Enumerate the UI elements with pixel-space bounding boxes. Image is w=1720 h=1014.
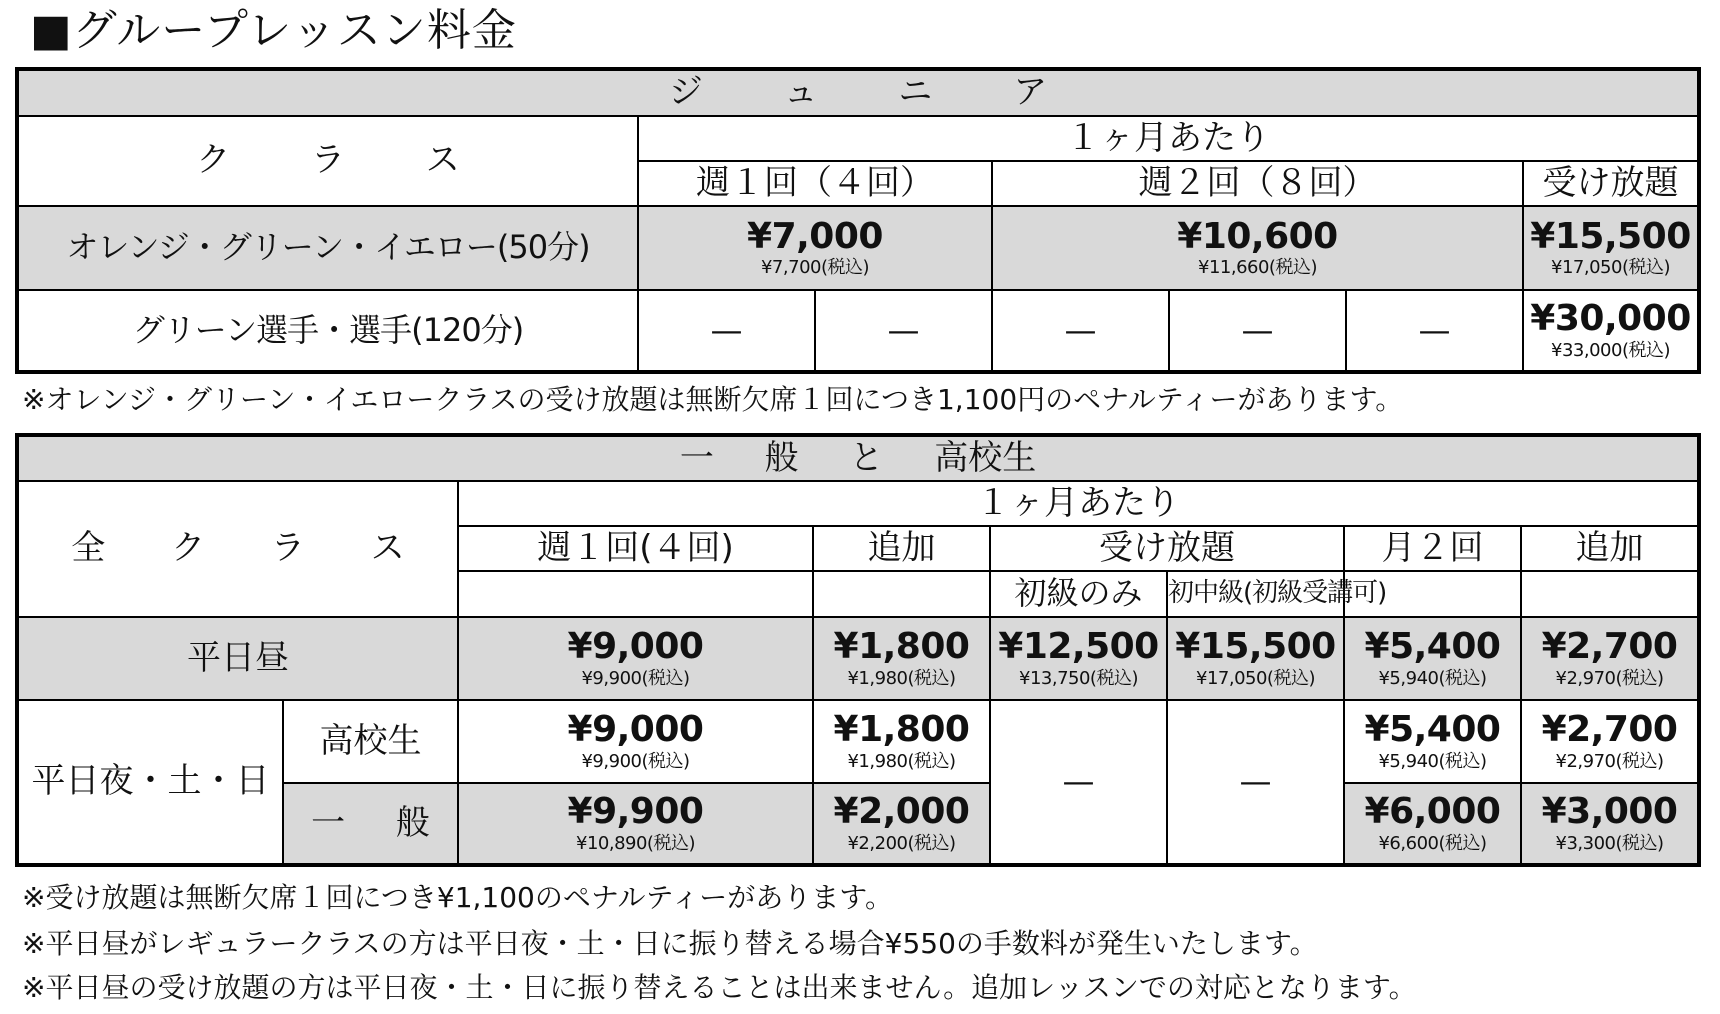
junior-price-table bbox=[15, 67, 1701, 374]
per-month-header: １ヶ月あたり bbox=[458, 481, 1699, 526]
price: ¥3,000 bbox=[1541, 791, 1678, 833]
beginner-only-subheader: 初級のみ bbox=[990, 571, 1167, 617]
empty-subheader bbox=[813, 571, 990, 617]
empty-subheader bbox=[1521, 571, 1699, 617]
price-cell bbox=[1521, 783, 1699, 865]
price: ¥9,900 bbox=[567, 791, 704, 833]
class-column-header: ク ラ ス bbox=[17, 116, 638, 206]
note-3: ※平日昼の受け放題の方は平日夜・土・日に振り替えることは出来ません。追加レッスンでの対応となります。 bbox=[22, 971, 1417, 1004]
tax-included-price: ¥1,980(税込) bbox=[847, 750, 956, 772]
not-available-dash: — bbox=[638, 290, 815, 372]
price: ¥2,700 bbox=[1541, 709, 1678, 751]
table-row bbox=[17, 290, 1699, 372]
not-available-dash: — bbox=[815, 290, 992, 372]
tax-included-price: ¥5,940(税込) bbox=[1378, 667, 1487, 689]
unlimited-header: 受け放題 bbox=[1523, 161, 1699, 206]
tax-included-price: ¥9,900(税込) bbox=[581, 667, 690, 689]
note-2: ※平日昼がレギュラークラスの方は平日夜・土・日に振り替える場合¥550の手数料が発生いたします。 bbox=[22, 927, 1318, 960]
row-label: 一 般 bbox=[283, 783, 458, 865]
price-cell bbox=[990, 617, 1167, 700]
tax-included-price: ¥1,980(税込) bbox=[847, 667, 956, 689]
tax-included-price: ¥17,050(税込) bbox=[1196, 667, 1315, 689]
general-price-table bbox=[15, 433, 1701, 867]
note-1: ※受け放題は無断欠席１回につき¥1,100のペナルティーがあります。 bbox=[22, 881, 893, 914]
row-label: 平日昼 bbox=[17, 617, 458, 700]
tax-included-price: ¥17,050(税込) bbox=[1551, 257, 1671, 279]
price-cell bbox=[1521, 617, 1699, 700]
price-cell bbox=[992, 206, 1523, 290]
tax-included-price: ¥3,300(税込) bbox=[1555, 832, 1664, 854]
price: ¥9,000 bbox=[567, 626, 704, 668]
price-cell bbox=[813, 700, 990, 783]
price-cell bbox=[1344, 783, 1521, 865]
tax-included-price: ¥2,200(税込) bbox=[847, 832, 956, 854]
price-cell bbox=[1523, 206, 1699, 290]
group-label: 平日夜・土・日 bbox=[17, 700, 283, 865]
price-cell bbox=[1523, 290, 1699, 372]
not-available-dash: — bbox=[990, 700, 1167, 865]
table-row bbox=[17, 700, 1699, 783]
price: ¥5,400 bbox=[1364, 709, 1501, 751]
tax-included-price: ¥2,970(税込) bbox=[1555, 750, 1664, 772]
row-label: オレンジ・グリーン・イエロー(50分) bbox=[17, 206, 638, 290]
all-class-column-header: 全 ク ラ ス bbox=[17, 481, 458, 617]
tax-included-price: ¥6,600(税込) bbox=[1378, 832, 1487, 854]
row-label: 高校生 bbox=[283, 700, 458, 783]
tax-included-price: ¥10,890(税込) bbox=[576, 832, 695, 854]
price: ¥30,000 bbox=[1530, 298, 1691, 340]
price-cell bbox=[1167, 617, 1344, 700]
price-cell bbox=[458, 617, 813, 700]
price: ¥12,500 bbox=[998, 626, 1159, 668]
additional-header: 追加 bbox=[813, 526, 990, 571]
price: ¥9,000 bbox=[567, 709, 704, 751]
not-available-dash: — bbox=[992, 290, 1169, 372]
tax-included-price: ¥13,750(税込) bbox=[1019, 667, 1138, 689]
weekly-once-header: 週１回(４回) bbox=[458, 526, 813, 571]
price: ¥15,500 bbox=[1530, 215, 1691, 257]
weekly-once-header: 週１回（４回） bbox=[638, 161, 992, 206]
price: ¥10,600 bbox=[1177, 215, 1338, 257]
price-cell bbox=[638, 206, 992, 290]
price-cell bbox=[458, 700, 813, 783]
not-available-dash: — bbox=[1169, 290, 1346, 372]
weekly-twice-header: 週２回（８回） bbox=[992, 161, 1523, 206]
general-section-header: 一 般 と 高校生 bbox=[17, 435, 1699, 481]
page-title: ■グループレッスン料金 bbox=[30, 5, 517, 56]
price-cell bbox=[458, 783, 813, 865]
tax-included-price: ¥33,000(税込) bbox=[1551, 339, 1671, 361]
price: ¥7,000 bbox=[747, 215, 883, 257]
junior-section-header: ジ ュ ニ ア bbox=[17, 69, 1699, 116]
price: ¥2,000 bbox=[833, 791, 970, 833]
junior-note: ※オレンジ・グリーン・イエロークラスの受け放題は無断欠席１回につき1,100円のペナルティーがあります。 bbox=[22, 383, 1404, 416]
price: ¥1,800 bbox=[833, 626, 970, 668]
not-available-dash: — bbox=[1346, 290, 1523, 372]
price-cell bbox=[1521, 700, 1699, 783]
tax-included-price: ¥7,700(税込) bbox=[760, 257, 870, 279]
not-available-dash: — bbox=[1167, 700, 1344, 865]
tax-included-price: ¥9,900(税込) bbox=[581, 750, 690, 772]
twice-monthly-header: 月２回 bbox=[1344, 526, 1521, 571]
tax-included-price: ¥5,940(税込) bbox=[1378, 750, 1487, 772]
price-cell bbox=[813, 617, 990, 700]
tax-included-price: ¥2,970(税込) bbox=[1555, 667, 1664, 689]
tax-included-price: ¥11,660(税込) bbox=[1198, 257, 1317, 279]
additional-header-2: 追加 bbox=[1521, 526, 1699, 571]
per-month-header: １ヶ月あたり bbox=[638, 116, 1699, 161]
unlimited-header: 受け放題 bbox=[990, 526, 1344, 571]
intermediate-subheader: 初中級(初級受講可) bbox=[1167, 571, 1344, 617]
price: ¥1,800 bbox=[833, 709, 970, 751]
price-cell bbox=[1344, 617, 1521, 700]
price: ¥2,700 bbox=[1541, 626, 1678, 668]
row-label: グリーン選手・選手(120分) bbox=[17, 290, 638, 372]
price-cell bbox=[813, 783, 990, 865]
price: ¥15,500 bbox=[1175, 626, 1336, 668]
table-row bbox=[17, 206, 1699, 290]
price-cell bbox=[1344, 700, 1521, 783]
table-row bbox=[17, 617, 1699, 700]
price: ¥6,000 bbox=[1364, 791, 1501, 833]
empty-subheader bbox=[458, 571, 813, 617]
price: ¥5,400 bbox=[1364, 626, 1501, 668]
